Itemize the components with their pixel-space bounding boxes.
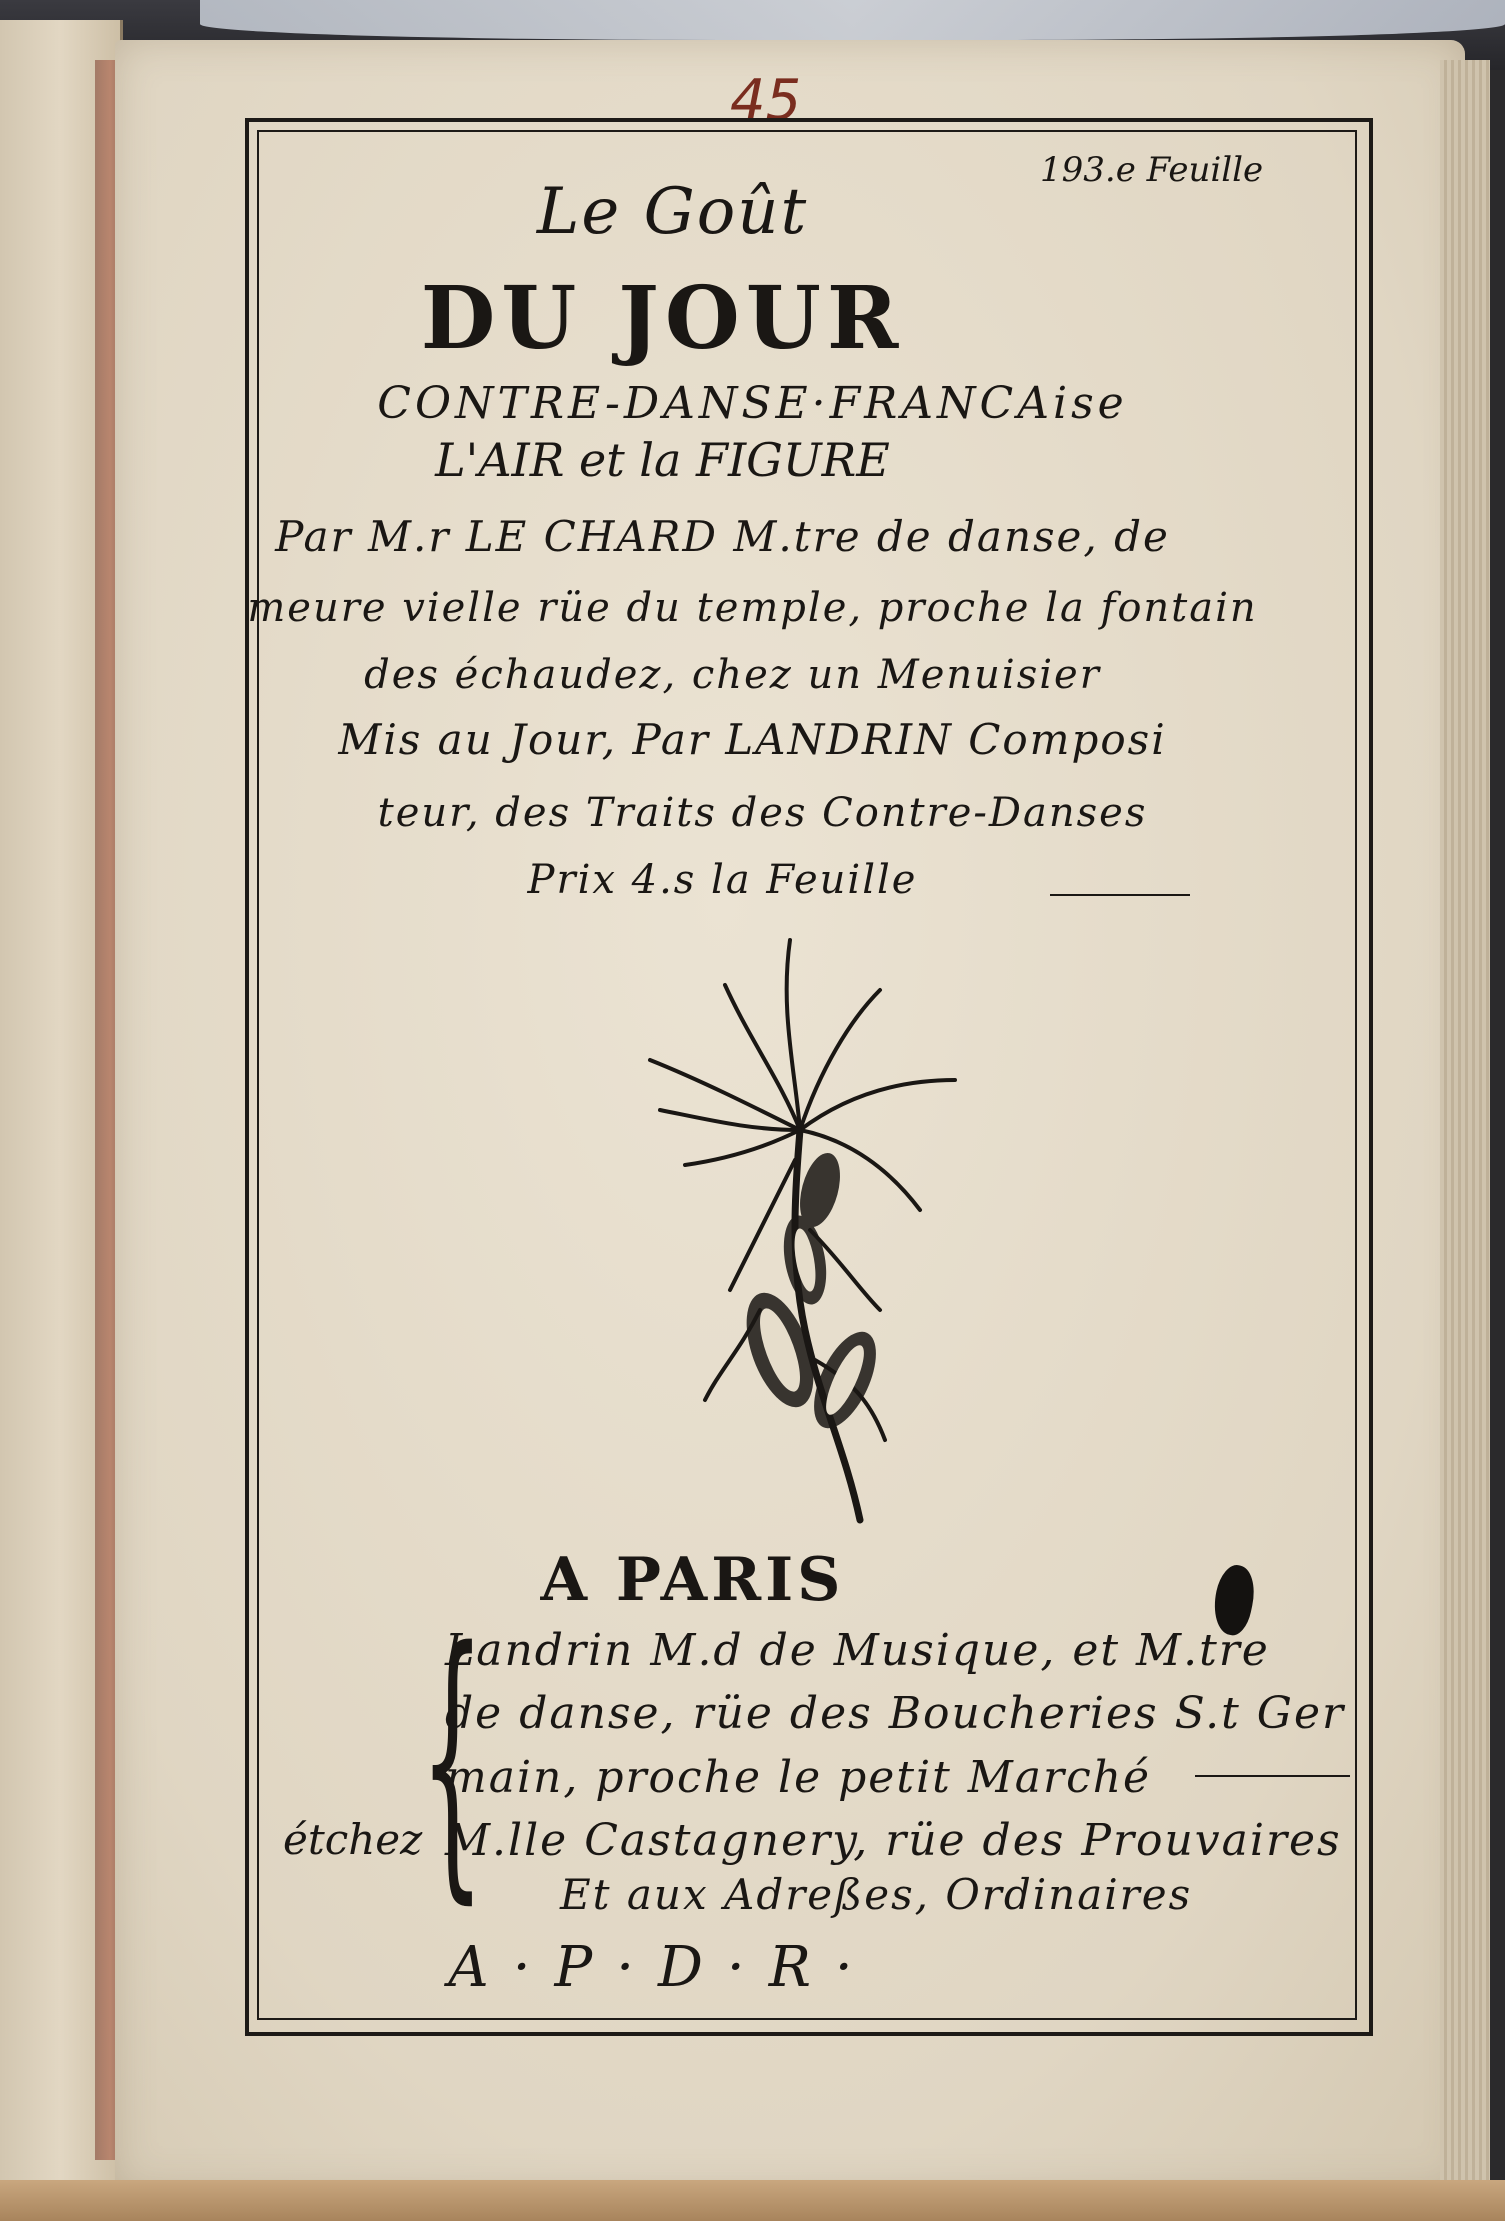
imprint-line: Landrin M.d de Musique, et M.tre <box>445 1625 1270 1676</box>
imprint-line: de danse, rüe des Boucheries S.t Ger <box>445 1688 1346 1739</box>
title-le-gout: Le Goût <box>536 175 809 249</box>
author-line: Mis au Jour, Par LANDRIN Composi <box>338 715 1167 764</box>
imprint-line: main, proche le petit Marché <box>445 1752 1152 1803</box>
privilege-mark: A·P·D·R· <box>448 1935 877 2000</box>
price-line: Prix 4.s la Feuille <box>527 857 918 903</box>
author-line: Par M.r LE CHARD M.tre de danse, de <box>275 512 1170 561</box>
imprint-city: A PARIS <box>540 1545 845 1615</box>
flower-engraving-icon <box>630 930 1010 1530</box>
author-line: teur, des Traits des Contre-Danses <box>377 790 1148 836</box>
imprint-rule <box>1195 1775 1350 1777</box>
author-line: des échaudez, chez un Menuisier <box>364 652 1101 698</box>
title-contre-danse: CONTRE-DANSE·FRANCAise <box>377 378 1128 429</box>
brace-icon: { <box>420 1591 485 1928</box>
table-surface <box>0 2180 1505 2221</box>
imprint-line: M.lle Castagnery, rüe des Prouvaires <box>445 1815 1342 1866</box>
author-line: meure vielle rüe du temple, proche la fontain <box>247 585 1258 631</box>
imprint-line: Et aux Adreßes, Ordinaires <box>560 1870 1193 1919</box>
bookmark-string <box>200 0 1505 40</box>
imprint-prefix: étchez <box>283 1815 423 1864</box>
title-du-jour: DU JOUR <box>420 268 905 369</box>
price-rule <box>1050 894 1190 896</box>
title-air-figure: L'AIR et la FIGURE <box>435 433 890 487</box>
sheet-number: 193.e Feuille <box>1040 150 1264 190</box>
folio-number: 45 <box>730 68 802 133</box>
